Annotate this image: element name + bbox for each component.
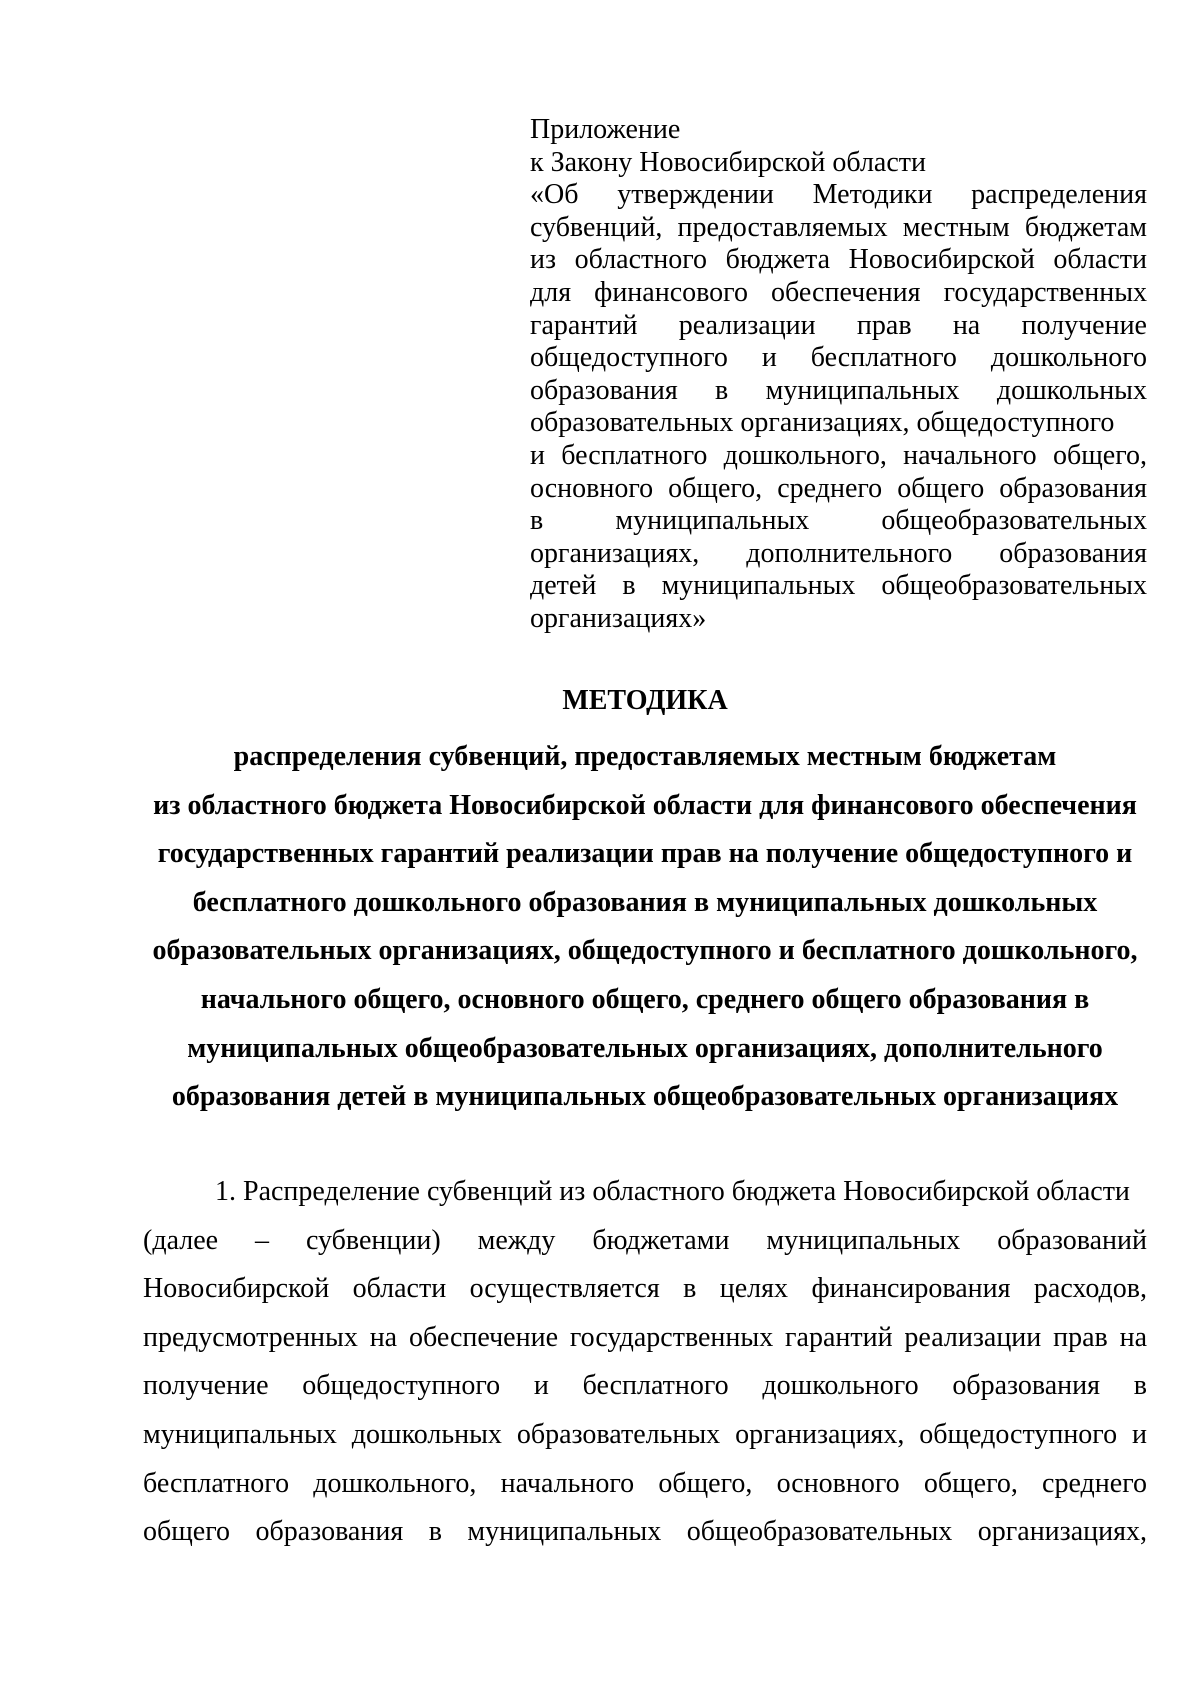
appendix-line: детей в муниципальных общеобразовательных xyxy=(530,570,1147,602)
paragraph-line: муниципальных дошкольных образовательных организациях, общедоступного и xyxy=(143,1418,1147,1450)
appendix-line: Приложение xyxy=(530,114,681,145)
subtitle-line: начального общего, основного общего, среднего общего образования в xyxy=(200,983,1090,1015)
appendix-line: в муниципальных общеобразовательных xyxy=(530,505,1147,537)
appendix-line: общедоступного и бесплатного дошкольного xyxy=(530,342,1147,374)
subtitle-line: образования детей в муниципальных общеобразовательных организациях xyxy=(171,1081,1119,1113)
subtitle-line: образовательных организациях, общедоступного и бесплатного дошкольного, xyxy=(152,935,1138,967)
subtitle-line: государственных гарантий реализации прав на получение общедоступного и xyxy=(157,838,1133,870)
appendix-line: организациях» xyxy=(530,602,707,634)
appendix-line: и бесплатного дошкольного, начального общего, xyxy=(530,439,1147,471)
subtitle-line: бесплатного дошкольного образования в муниципальных дошкольных xyxy=(192,886,1098,918)
appendix-line: к Закону Новосибирской области xyxy=(530,146,927,178)
appendix-line: основного общего, среднего общего образования xyxy=(530,472,1147,504)
appendix-line: «Об утверждении Методики распределения xyxy=(530,179,1147,211)
paragraph-1 xyxy=(143,1168,1147,1557)
paragraph-line: бесплатного дошкольного, начального общего, основного общего, среднего xyxy=(143,1467,1147,1499)
appendix-line: для финансового обеспечения государственных xyxy=(530,276,1147,308)
appendix-line: гарантий реализации прав на получение xyxy=(530,309,1147,341)
paragraph-line: общего образования в муниципальных общеобразовательных организациях, xyxy=(143,1516,1147,1548)
document-title: МЕТОДИКА xyxy=(562,685,728,716)
appendix-line: из областного бюджета Новосибирской области xyxy=(530,244,1147,276)
subtitle-line: муниципальных общеобразовательных организациях, дополнительного xyxy=(187,1032,1103,1064)
paragraph-line: Новосибирской области осуществляется в целях финансирования расходов, xyxy=(143,1273,1147,1305)
appendix-line: организациях, дополнительного образования xyxy=(530,537,1147,569)
appendix-block xyxy=(530,114,1147,636)
document-subtitle xyxy=(143,733,1147,1122)
paragraph-line: 1. Распределение субвенций из областного бюджета Новосибирской области xyxy=(215,1176,1130,1207)
subtitle-line: распределения субвенций, предоставляемых местным бюджетам xyxy=(233,741,1057,772)
paragraph-line: предусмотренных на обеспечение государственных гарантий реализации прав на xyxy=(143,1321,1147,1353)
paragraph-line: получение общедоступного и бесплатного дошкольного образования в xyxy=(143,1370,1147,1402)
appendix-line: субвенций, предоставляемых местным бюджетам xyxy=(530,211,1147,243)
appendix-line: образовательных организациях, общедоступного xyxy=(530,407,1115,439)
paragraph-line: (далее – субвенции) между бюджетами муниципальных образований xyxy=(143,1224,1147,1256)
subtitle-line: из областного бюджета Новосибирской области для финансового обеспечения xyxy=(153,789,1137,821)
appendix-line: образования в муниципальных дошкольных xyxy=(530,374,1147,406)
